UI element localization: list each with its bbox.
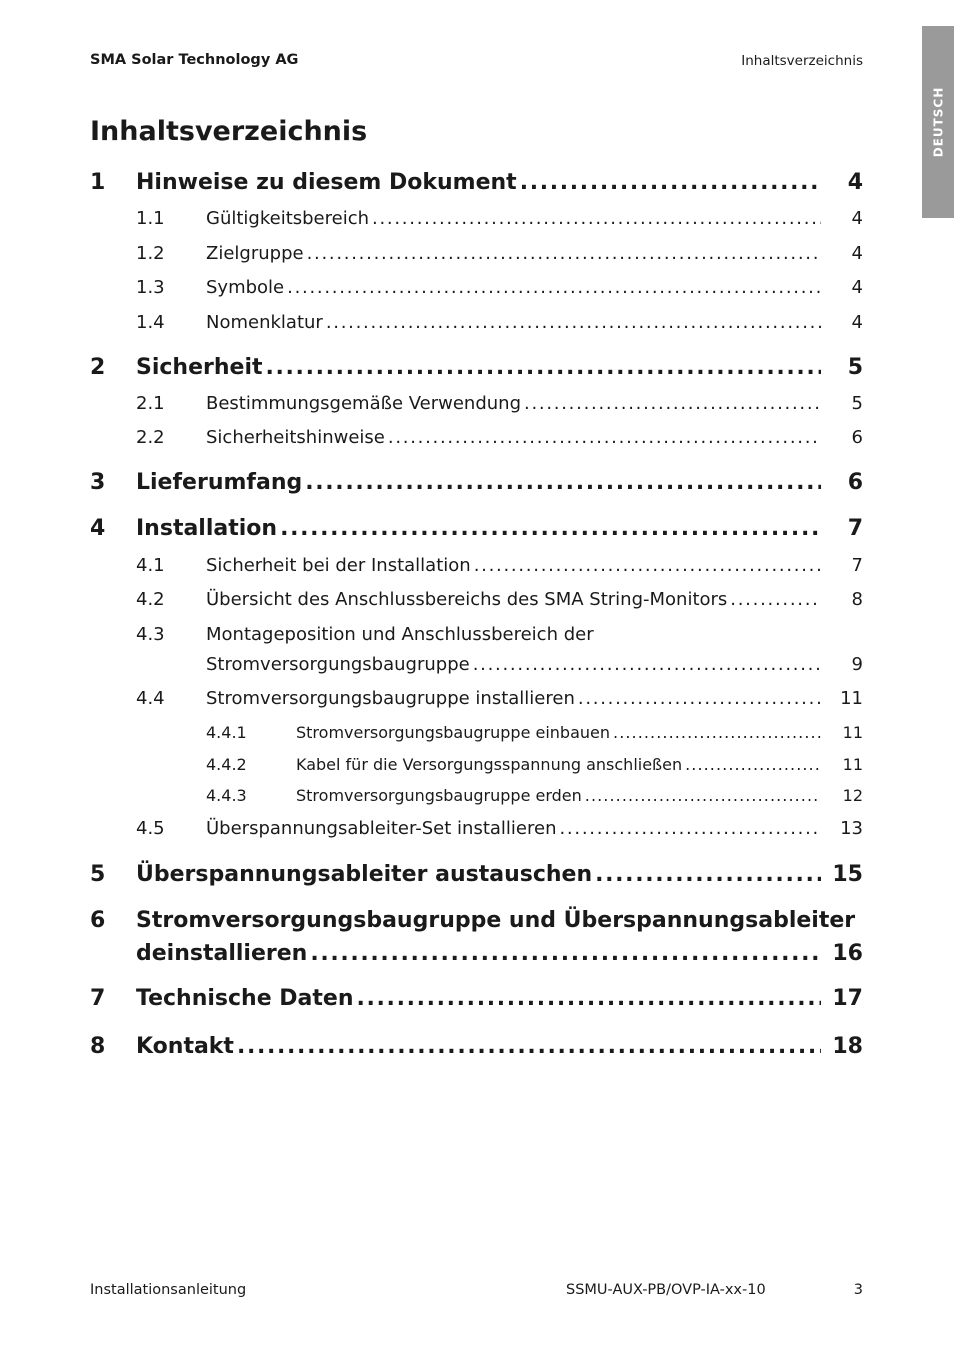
toc-leader [305,470,821,495]
toc-title: Stromversorgungsbaugruppe installieren [206,688,575,709]
toc-number: 4.4.1 [206,723,247,742]
toc-title: Stromversorgungsbaugruppe und Überspannungsableiter [136,908,856,933]
toc-title: Hinweise zu diesem Dokument [136,170,517,195]
toc-page: 6 [847,470,863,495]
toc-number: 6 [90,908,106,933]
toc-title: Montageposition und Anschlussbereich der [206,624,594,645]
toc-page: 15 [832,862,863,887]
toc-number: 2.2 [136,427,165,448]
toc-title: Technische Daten [136,986,354,1011]
toc-entry-4-1[interactable] [90,555,863,576]
toc-title: Nomenklatur [206,312,323,333]
toc-number: 4.4.3 [206,786,247,805]
toc-leader [613,723,821,742]
toc-title: Sicherheit [136,355,263,380]
toc-page: 11 [842,723,863,742]
toc-leader [237,1034,821,1059]
toc-leader [388,427,821,448]
company-name: SMA Solar Technology AG [90,52,299,68]
toc-leader [357,986,822,1011]
footer-doc-code: SSMU-AUX-PB/OVP-IA-xx-10 [566,1282,766,1298]
toc-page: 7 [851,555,863,576]
toc-number: 4.1 [136,555,165,576]
language-tab [922,26,954,218]
toc-page: 4 [851,243,863,264]
toc-leader [595,862,821,887]
toc-entry-4-4[interactable] [90,688,863,709]
toc-entry-4-3-line2[interactable] [90,654,863,675]
toc-entry-2-2[interactable] [90,427,863,448]
toc-title: Zielgruppe [206,243,304,264]
toc-title: Kabel für die Versorgungsspannung anschließen [296,755,683,774]
toc-number: 4.3 [136,624,165,645]
toc-leader [372,208,821,229]
toc-page: 16 [832,941,863,966]
toc-page: 4 [851,312,863,333]
toc-title: Überspannungsableiter-Set installieren [206,818,557,839]
toc-entry-1-1[interactable] [90,208,863,229]
toc-leader [473,654,821,675]
toc-entry-2[interactable] [90,355,863,380]
toc-entry-4-4-1[interactable] [90,723,863,742]
toc-page: 11 [842,755,863,774]
toc-entry-4-4-2[interactable] [90,755,863,774]
toc-page: 13 [840,818,863,839]
toc-number: 4.5 [136,818,165,839]
toc-leader [520,170,821,195]
toc-title-continued: Stromversorgungsbaugruppe [206,654,470,675]
toc-leader [585,786,821,805]
toc-page: 4 [851,277,863,298]
toc-page: 17 [832,986,863,1011]
toc-number: 2 [90,355,106,380]
toc-entry-1[interactable] [90,170,863,195]
toc-number: 4.2 [136,589,165,610]
toc-leader [310,941,821,966]
toc-title-continued: deinstallieren [136,941,308,966]
toc-number: 7 [90,986,106,1011]
toc-number: 1 [90,170,106,195]
toc-entry-4-3-line1[interactable] [90,624,863,645]
toc-page: 18 [832,1034,863,1059]
toc-entry-3[interactable] [90,470,863,495]
toc-number: 2.1 [136,393,165,414]
toc-number: 1.1 [136,208,165,229]
toc-title: Lieferumfang [136,470,303,495]
toc-title: Übersicht des Anschlussbereichs des SMA String-Monitors [206,589,728,610]
toc-title: Überspannungsableiter austauschen [136,862,593,887]
toc-number: 1.2 [136,243,165,264]
toc-page: 12 [842,786,863,805]
toc-leader [307,243,821,264]
toc-entry-5[interactable] [90,862,863,887]
toc-number: 1.4 [136,312,165,333]
toc-page: 8 [851,589,863,610]
toc-entry-1-3[interactable] [90,277,863,298]
toc-page: 4 [847,170,863,195]
toc-title: Gültigkeitsbereich [206,208,370,229]
page-title: Inhaltsverzeichnis [90,116,368,147]
toc-entry-1-4[interactable] [90,312,863,333]
toc-leader [578,688,821,709]
toc-leader [685,755,821,774]
toc-number: 3 [90,470,106,495]
toc-number: 1.3 [136,277,165,298]
toc-entry-7[interactable] [90,986,863,1011]
toc-title: Sicherheitshinweise [206,427,385,448]
toc-entry-8[interactable] [90,1034,863,1059]
toc-page: 5 [851,393,863,414]
toc-title: Symbole [206,277,285,298]
toc-number: 8 [90,1034,106,1059]
toc-number: 4.4.2 [206,755,247,774]
toc-number: 5 [90,862,106,887]
toc-page: 6 [851,427,863,448]
toc-entry-4-4-3[interactable] [90,786,863,805]
toc-number: 4 [90,516,106,541]
toc-entry-1-2[interactable] [90,243,863,264]
language-tab-label: DEUTSCH [931,86,945,158]
toc-leader [474,555,821,576]
footer-page-number: 3 [853,1282,863,1298]
toc-leader [326,312,821,333]
toc-entry-6-line1[interactable] [90,908,863,933]
toc-page: 11 [840,688,863,709]
toc-entry-2-1[interactable] [90,393,863,414]
toc-entry-4-2[interactable] [90,589,863,610]
toc-page: 5 [847,355,863,380]
toc-entry-6-line2[interactable] [90,941,863,966]
toc-title: Kontakt [136,1034,234,1059]
toc-number: 4.4 [136,688,165,709]
toc-leader [559,818,821,839]
running-header-section: Inhaltsverzeichnis [741,53,863,69]
toc-page: 9 [851,654,863,675]
toc-title: Stromversorgungsbaugruppe einbauen [296,723,611,742]
toc-title: Installation [136,516,278,541]
toc-page: 4 [851,208,863,229]
toc-title: Sicherheit bei der Installation [206,555,471,576]
toc-leader [287,277,821,298]
footer-doc-type: Installationsanleitung [90,1282,247,1298]
toc-entry-4[interactable] [90,516,863,541]
toc-title: Bestimmungsgemäße Verwendung [206,393,522,414]
toc-page: 7 [847,516,863,541]
toc-entry-4-5[interactable] [90,818,863,839]
toc-leader [730,589,821,610]
toc-leader [280,516,821,541]
toc-title: Stromversorgungsbaugruppe erden [296,786,582,805]
toc-leader [266,355,822,380]
toc-leader [524,393,821,414]
